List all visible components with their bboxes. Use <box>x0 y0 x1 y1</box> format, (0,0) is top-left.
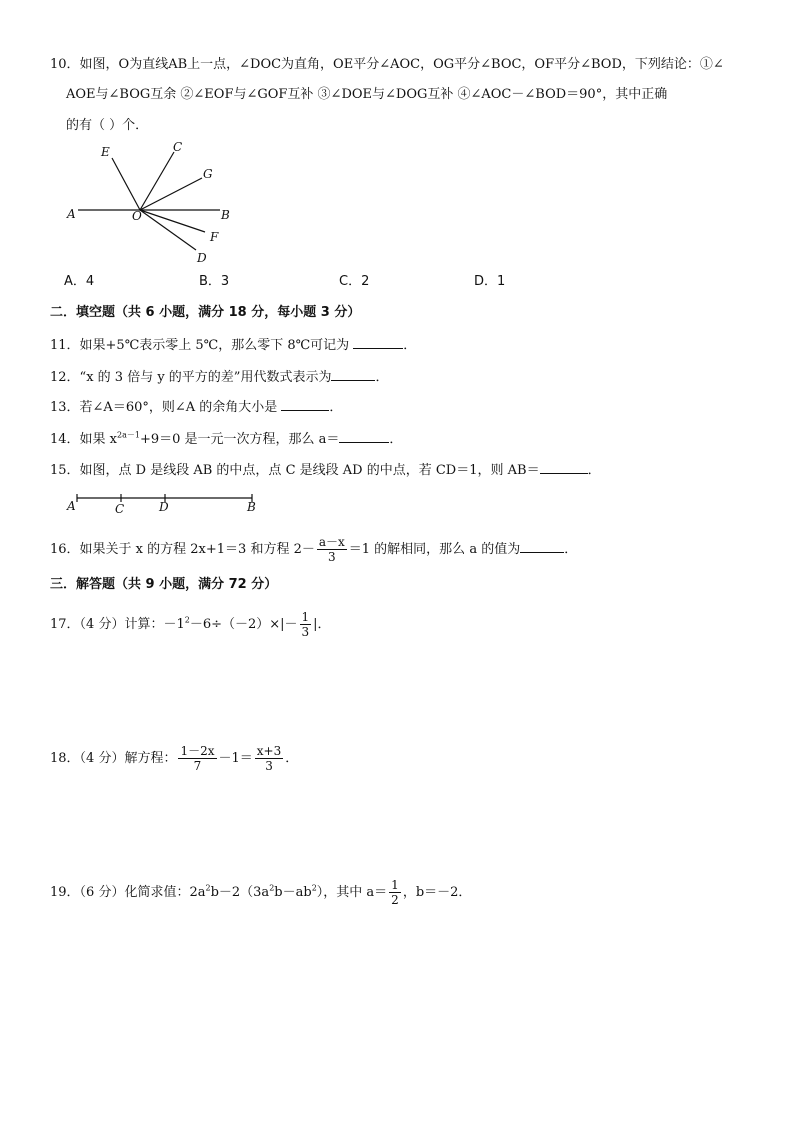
q15-answer-blank <box>540 461 588 474</box>
q10-angle-figure <box>60 140 280 270</box>
q19-exp3: 2 <box>311 883 317 893</box>
q16-fraction <box>317 535 347 564</box>
q18 <box>50 744 298 773</box>
q12 <box>50 368 388 387</box>
q13-text: 13．若∠A＝60°，则∠A 的余角大小是 <box>50 400 278 415</box>
q11 <box>50 336 416 355</box>
label-d: D <box>197 251 207 265</box>
q18-frac1-num: 1－2x <box>180 744 215 758</box>
section2-title: 二．填空题（共 6 小题，满分 18 分，每小题 3 分） <box>50 305 361 320</box>
label-o: O <box>132 209 142 223</box>
q19-part2: b－ab <box>274 885 312 900</box>
q10-line1: 10．如图，O为直线AB上一点，∠DOC为直角，OE平分∠AOC，OG平分∠BOC，OF平分∠BOD，下列结论：①∠ <box>50 57 724 72</box>
q12-end: ． <box>375 370 389 385</box>
q14 <box>50 430 402 449</box>
q19-part3: ），其中 a＝ <box>316 885 388 900</box>
q17 <box>50 610 331 639</box>
q19-exp2: 2 <box>269 883 275 893</box>
q16 <box>50 535 577 564</box>
label-g: G <box>203 167 213 181</box>
q18-fraction-left <box>178 744 216 773</box>
q15 <box>50 461 601 480</box>
q14-post: +9＝0 是一元一次方程，那么 a＝ <box>139 432 340 447</box>
q10-option-c: C．2 <box>339 274 370 289</box>
seg-label-c: C <box>115 502 125 516</box>
ray-of <box>140 210 205 232</box>
q17-mid: －6÷（－2）×|－ <box>189 617 298 632</box>
q14-pre: 14．如果 x <box>50 432 118 447</box>
q13-answer-blank <box>281 398 329 411</box>
label-f: F <box>210 230 219 244</box>
q14-answer-blank <box>339 430 389 443</box>
q11-text: 11．如果+5℃表示零上 5℃，那么零下 8℃可记为 <box>50 338 350 353</box>
seg-label-b: B <box>247 500 256 514</box>
q16-pre: 16．如果关于 x 的方程 2x+1＝3 和方程 2－ <box>50 542 315 557</box>
q10-option-b: B．3 <box>199 274 230 289</box>
q17-pre: 17．（4 分）计算：－1 <box>50 617 185 632</box>
q18-pre: 18．（4 分）解方程： <box>50 751 177 766</box>
q10-option-d: D．1 <box>474 274 506 289</box>
q15-text: 15．如图，点 D 是线段 AB 的中点，点 C 是线段 AD 的中点，若 CD＝1，则 AB＝ <box>50 463 540 478</box>
q14-end: ． <box>389 432 403 447</box>
q19-exp1: 2 <box>205 883 211 893</box>
q19-post: ，b＝－2． <box>402 885 472 900</box>
label-a: A <box>67 207 76 221</box>
label-b: B <box>221 208 230 222</box>
q18-mid: －1＝ <box>218 751 253 766</box>
q18-frac2-den: 3 <box>265 759 273 773</box>
q17-frac-num: 1 <box>301 610 310 624</box>
q19-fraction <box>389 878 401 907</box>
q18-post: ． <box>285 751 299 766</box>
q19-frac-num: 1 <box>391 878 399 892</box>
q12-text: 12．“x 的 3 倍与 y 的平方的差”用代数式表示为 <box>50 370 332 385</box>
q16-frac-den: 3 <box>327 550 336 564</box>
q17-frac-den: 3 <box>301 625 310 639</box>
seg-label-a: A <box>67 499 76 513</box>
q19-frac-den: 2 <box>391 893 399 907</box>
ray-od <box>140 210 196 250</box>
q13 <box>50 398 342 417</box>
q12-answer-blank <box>331 368 375 381</box>
q15-end: ． <box>587 463 601 478</box>
q13-end: ． <box>329 400 343 415</box>
q16-end: ． <box>564 542 578 557</box>
q10-line2: AOE与∠BOG互余 ②∠EOF与∠GOF互补 ③∠DOE与∠DOG互补 ④∠AOC－∠BOD＝90°，其中正确 <box>66 87 668 102</box>
q17-fraction <box>300 610 312 639</box>
q14-exponent: 2a－1 <box>117 430 140 440</box>
q19-part1: b－2（3a <box>210 885 270 900</box>
q16-answer-blank <box>520 540 564 553</box>
q11-end: ． <box>403 338 417 353</box>
q17-exponent: 2 <box>184 615 190 625</box>
q16-post: ＝1 的解相同，那么 a 的值为 <box>348 542 521 557</box>
q18-fraction-right <box>255 744 283 773</box>
q17-post: |． <box>313 617 331 632</box>
q16-frac-num: a－x <box>318 535 345 549</box>
label-c: C <box>173 140 183 154</box>
q19-pre: 19．（6 分）化简求值：2a <box>50 885 206 900</box>
q10-option-a: A．4 <box>64 274 95 289</box>
q18-frac2-num: x+3 <box>256 744 282 758</box>
q15-segment-figure <box>60 488 270 518</box>
q11-answer-blank <box>353 336 403 349</box>
section3-title: 三．解答题（共 9 小题，满分 72 分） <box>50 577 278 592</box>
q10-line3: 的有（ ）个． <box>66 118 149 133</box>
q19 <box>50 878 471 907</box>
seg-label-d: D <box>159 500 169 514</box>
q18-frac1-den: 7 <box>193 759 202 773</box>
label-e: E <box>101 145 110 159</box>
ray-oe <box>112 158 140 210</box>
